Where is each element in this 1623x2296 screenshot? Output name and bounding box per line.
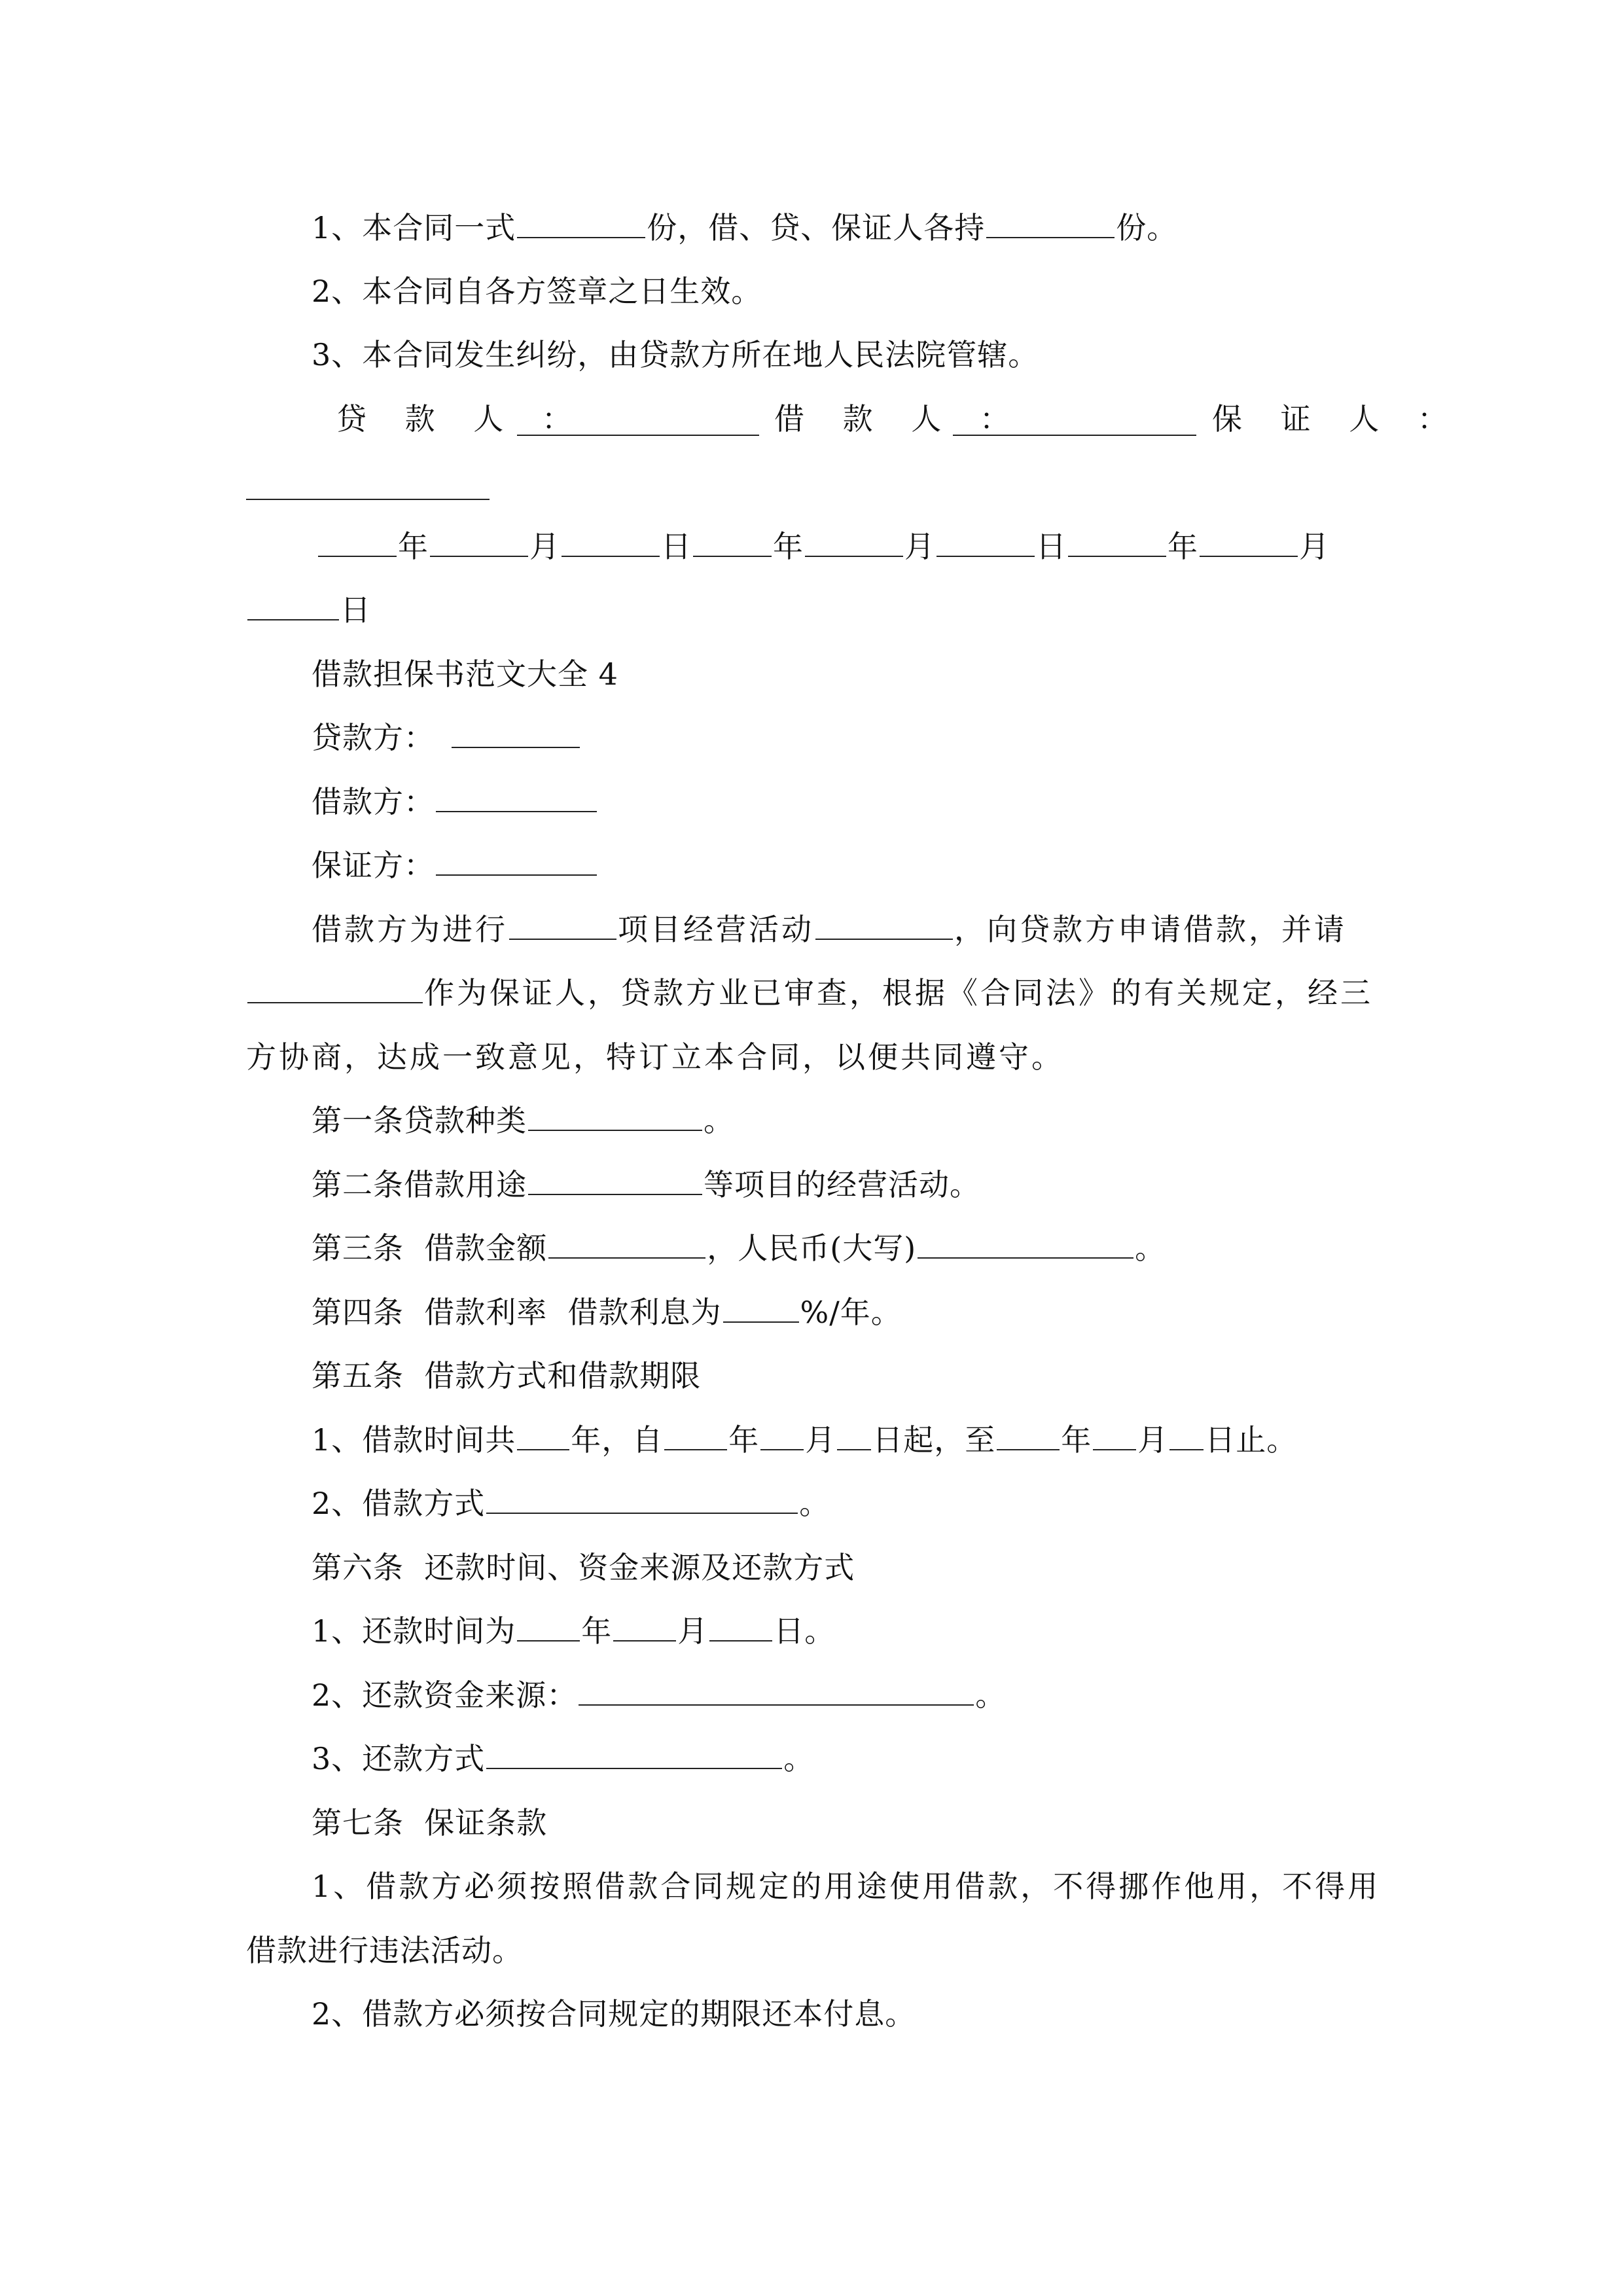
article-text: 日。 [774,1613,836,1649]
intro-text: 项目经营活动 [618,912,814,947]
party-lender-label: 贷款方： [312,720,435,755]
intro-text: ，向贷款方申请借款，并请 [954,912,1347,947]
blank-loan-method [486,1484,798,1514]
blank-year [693,527,772,557]
party-guarantor [312,846,598,885]
article-text: 。 [975,1677,1007,1713]
blank-day [936,527,1035,557]
article-text: 第二条借款用途 [312,1167,527,1202]
party-guarantor-label: 保证方： [312,848,435,883]
blank-month [1200,527,1298,557]
blank-borrower [436,782,597,812]
blank-guarantor-name [247,973,423,1003]
article-text: ，人民币(大写) [707,1230,917,1266]
date-month-label: 月 [1299,529,1330,564]
blank-repay-year [517,1611,580,1641]
blank-repay-day [709,1611,772,1641]
blank-loan-amount [548,1229,705,1259]
blank-month [430,527,528,557]
article-text: 。 [704,1103,734,1138]
article-text: 3、还款方式 [312,1741,486,1776]
blank-start-day [837,1420,871,1450]
article-7-title: 第七条 保证条款 [312,1805,548,1840]
article-text: %/年。 [800,1295,902,1330]
blank-year [318,527,397,557]
article-7-item-1-line-1: 1、借款方必须按照借款合同规定的用途使用借款，不得挪作他用，不得用 [312,1869,1381,1904]
signature-dates-cont [246,590,371,630]
article-5-title: 第五条 借款方式和借款期限 [312,1358,702,1393]
blank-repay-month [613,1611,676,1641]
article-text: 月 [677,1613,709,1649]
article-6-item-3 [312,1739,814,1778]
signature-guarantor-line [246,499,490,500]
clause-text: 份。 [1116,210,1178,245]
article-text: 等项目的经营活动。 [704,1167,980,1202]
article-text: 第一条贷款种类 [312,1103,527,1138]
article-text: 日起，至 [872,1422,996,1458]
clause-copies [312,208,1177,247]
intro-line-1 [312,910,1347,949]
article-5-item-1 [312,1420,1297,1460]
blank-amount-uppercase [918,1229,1133,1259]
article-text: 1、借款时间共 [312,1422,516,1458]
article-text: 年 [1061,1422,1092,1458]
signature-dates [317,527,1330,566]
blank-day [562,527,660,557]
article-6-title: 第六条 还款时间、资金来源及还款方式 [312,1550,855,1585]
section-title: 借款担保书范文大全 4 [312,656,618,692]
article-7-item-2: 2、借款方必须按合同规定的期限还本付息。 [312,1996,916,2032]
signature-borrower-label: 借 款 人 ： [774,401,1024,437]
article-text: 。 [783,1741,815,1776]
article-6-item-2 [312,1676,1006,1715]
signature-guarantor-label: 保 证 人 ： [1212,401,1462,437]
article-text: 年 [728,1422,760,1458]
date-month-label: 月 [529,529,560,564]
signature-borrower-line [953,435,1196,436]
blank-start-month [760,1420,804,1450]
clause-dispute: 3、本合同发生纠纷，由贷款方所在地人民法院管辖。 [312,337,1039,372]
article-text: 年，自 [571,1422,664,1458]
signature-lender-label: 贷 款 人 ： [336,401,586,437]
date-day-label: 日 [661,529,692,564]
blank-lender [452,718,580,748]
article-3 [312,1229,1166,1268]
clause-text: 份，借、贷、保证人各持 [647,210,986,245]
article-text: 月 [1137,1422,1169,1458]
article-4 [312,1293,902,1332]
intro-text: 作为保证人，贷款方业已审查，根据《合同法》的有关规定，经三 [424,975,1373,1011]
party-borrower [312,782,598,821]
blank-loan-purpose [528,1165,702,1195]
date-year-label: 年 [398,529,429,564]
date-day-label: 日 [1036,529,1067,564]
article-2 [312,1165,980,1204]
blank-guarantor [436,846,597,876]
blank-activity [815,910,953,940]
blank-start-year [664,1420,727,1450]
blank-repay-method [486,1739,782,1769]
article-text: 2、还款资金来源： [312,1677,578,1713]
article-text: 。 [1135,1230,1166,1266]
article-5-item-2 [312,1484,830,1523]
blank-interest-rate [723,1293,799,1323]
blank-copies-total [517,208,645,238]
article-7-item-1-line-2: 借款进行违法活动。 [246,1933,523,1968]
blank-repay-source [579,1676,974,1706]
blank-end-day [1169,1420,1204,1450]
blank-end-year [997,1420,1060,1450]
blank-day [247,590,339,620]
intro-line-2 [246,973,1373,1013]
article-6-item-1 [312,1611,835,1651]
article-text: 1、还款时间为 [312,1613,516,1649]
article-text: 2、借款方式 [312,1486,486,1521]
date-day-label: 日 [340,592,371,628]
clause-number: 1、 [312,210,363,245]
blank-project [509,910,616,940]
article-text: 日止。 [1205,1422,1298,1458]
blank-loan-years [517,1420,569,1450]
blank-copies-each [986,208,1115,238]
date-year-label: 年 [1168,529,1198,564]
blank-year [1068,527,1166,557]
article-text: 月 [805,1422,836,1458]
blank-month [805,527,903,557]
signature-lender-line [517,435,759,436]
clause-effective: 2、本合同自各方签章之日生效。 [312,274,762,309]
date-month-label: 月 [904,529,935,564]
blank-end-month [1093,1420,1136,1450]
article-text: 第三条 借款金额 [312,1230,548,1266]
intro-line-3: 方协商，达成一致意见，特订立本合同，以便共同遵守。 [246,1039,1064,1075]
party-lender [312,718,581,757]
article-text: 。 [799,1486,830,1521]
clause-text: 本合同一式 [362,210,516,245]
article-text: 第四条 借款利率 借款利息为 [312,1295,722,1330]
blank-loan-type [528,1101,702,1131]
intro-text: 借款方为进行 [312,912,508,947]
party-borrower-label: 借款方： [312,784,435,819]
article-text: 年 [581,1613,613,1649]
article-1 [312,1101,734,1140]
date-year-label: 年 [773,529,804,564]
